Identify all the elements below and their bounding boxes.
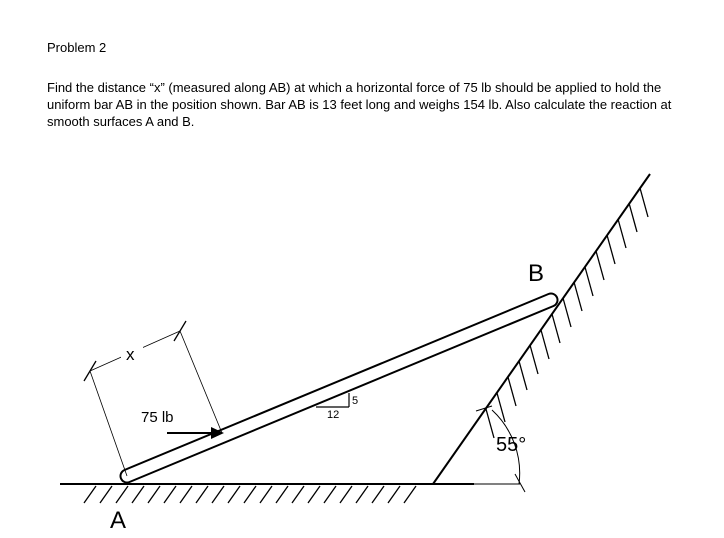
bar-ab: [127, 300, 551, 476]
problem-statement: Find the distance “x” (measured along AB) at which a horizontal force of 75 lb should be applied to hold the uniform bar AB in the position shown. Bar AB is 13 feet long and weighs 154 lb. Also calculate the reaction at smooth surfaces A and B.: [47, 80, 672, 129]
slope-run-label: 12: [327, 409, 340, 421]
distance-label: x: [126, 345, 135, 364]
point-a-label: A: [110, 507, 127, 534]
angle-label: 55°: [496, 434, 527, 456]
point-b-label: B: [528, 260, 545, 287]
ground-surface: [60, 484, 474, 503]
problem-heading: Problem 2: [47, 40, 107, 55]
slope-rise-label: 5: [352, 395, 359, 407]
force-label: 75 lb: [141, 409, 174, 426]
